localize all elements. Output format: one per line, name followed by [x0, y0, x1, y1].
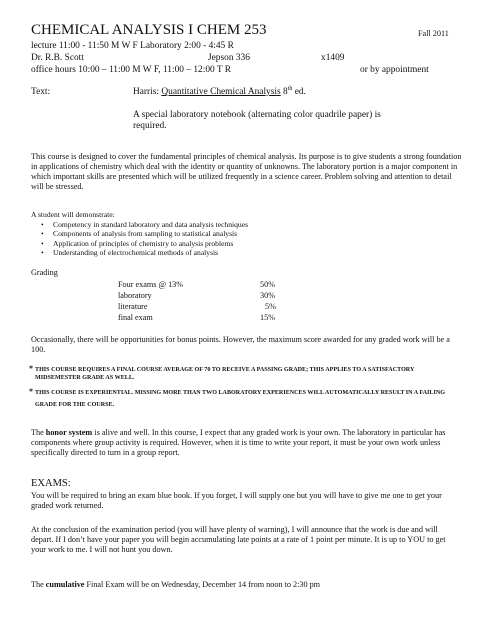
honor-pre: The — [31, 428, 44, 437]
grading-item: laboratory — [118, 291, 152, 300]
asterisk-icon: * — [29, 364, 33, 373]
competency-list — [31, 220, 248, 258]
passing-notice — [29, 364, 455, 382]
bonus-policy: Occasionally, there will be opportunities for bonus points. However, the maximum score awarded for any graded work will be a 100. — [31, 335, 450, 354]
textbook-title: Quantitative Chemical Analysis — [161, 87, 281, 97]
exams-heading: EXAMS: — [31, 478, 71, 489]
grading-pct: 30% — [260, 291, 276, 300]
list-item: • Application of principles of chemistry to analysis problems — [31, 239, 248, 248]
lab-notice-text: THIS COURSE IS EXPERIENTIAL. MISSING MORE THAN TWO LABORATORY EXPERIENCES WILL AUTOMATICALLY RESULT IN A FAILING GRADE FOR THE COURSE. — [35, 390, 445, 408]
exam-bluebook-paragraph: You will be required to bring an exam blue book. If you forget, I will supply one but you will have to give me one to get your graded work returned. — [31, 491, 442, 510]
office-hours: office hours 10:00 – 11:00 M W F, 11:00 – 12:00 T R — [31, 65, 232, 75]
cumulative-term: cumulative — [45, 580, 85, 589]
list-item: • Competency in standard laboratory and data analysis techniques — [31, 220, 248, 229]
final-pre: The — [31, 580, 44, 589]
office-room: Jepson 336 — [208, 53, 250, 63]
list-item: • Components of analysis from sampling to statistical analysis — [31, 229, 248, 238]
grading-pct: 15% — [260, 313, 276, 322]
grading-pct: 50% — [260, 280, 276, 289]
lab-attendance-notice — [29, 387, 455, 411]
textbook — [133, 87, 306, 98]
list-item: • Understanding of electrochemical methods of analysis — [31, 248, 248, 257]
schedule-line: lecture 11:00 - 11:50 M W F Laboratory 2:00 - 4:45 R — [31, 41, 234, 51]
edition-number: 8 — [282, 87, 288, 97]
final-post: Final Exam will be on Wednesday, December 14 from noon to 2:30 pm — [86, 580, 321, 589]
instructor-name: Dr. R.B. Scott — [31, 53, 84, 63]
course-title: CHEMICAL ANALYSIS I CHEM 253 — [31, 22, 267, 38]
course-description: This course is designed to cover the fundamental principles of chemical analysis. Its purpose is to give students a strong foundation in applications of chemistry which deal with the identity or quantity of unknowns. The laboratory portion is a major component in which important skills are presented which will be utilized frequently in a science career. Problem solving and attention to detail will be stressed. — [31, 152, 462, 191]
by-appointment: or by appointment — [360, 65, 429, 75]
grading-item: final exam — [118, 313, 153, 322]
edition-sup: th — [287, 85, 293, 92]
honor-post: is alive and well. In this course, I expect that any graded work is your own. The laboratory in particular has components where group activity is required. However, when it is time to write your report, it must be your own work unless specifically directed to turn in a group report. — [31, 428, 446, 457]
phone-extension: x1409 — [321, 53, 345, 63]
asterisk-icon: * — [29, 387, 33, 396]
grading-label: Grading — [31, 268, 58, 277]
textbook-author: Harris: — [133, 87, 160, 97]
passing-notice-text: THIS COURSE REQUIRES A FINAL COURSE AVERAGE OF 70 TO RECEIVE A PASSING GRADE; THIS APPLIES TO A SATISFACTORY MIDSEMESTER GRADE AS WELL. — [35, 367, 415, 381]
grading-pct: 5% — [265, 302, 276, 311]
term: Fall 2011 — [418, 29, 449, 38]
late-policy-paragraph: At the conclusion of the examination period (you will have plenty of warning), I will announce that the work is due and will depart. If I don’t have your paper you will begin accumulating late points at a rate of 1 point per minute. It is up to YOU to get your work to me. I will not hunt you down. — [31, 525, 446, 554]
honor-system-term: honor system — [45, 428, 93, 437]
final-exam-line — [31, 580, 320, 590]
honor-system-paragraph — [31, 428, 456, 458]
grading-item: Four exams @ 13% — [118, 280, 184, 289]
notebook-requirement: A special laboratory notebook (alternating color quadrile paper) is required. — [133, 110, 381, 131]
demonstrate-intro: A student will demonstrate: — [31, 210, 115, 219]
text-label: Text: — [31, 87, 51, 97]
edition-suffix: ed. — [294, 87, 306, 97]
grading-item: literature — [118, 302, 148, 311]
